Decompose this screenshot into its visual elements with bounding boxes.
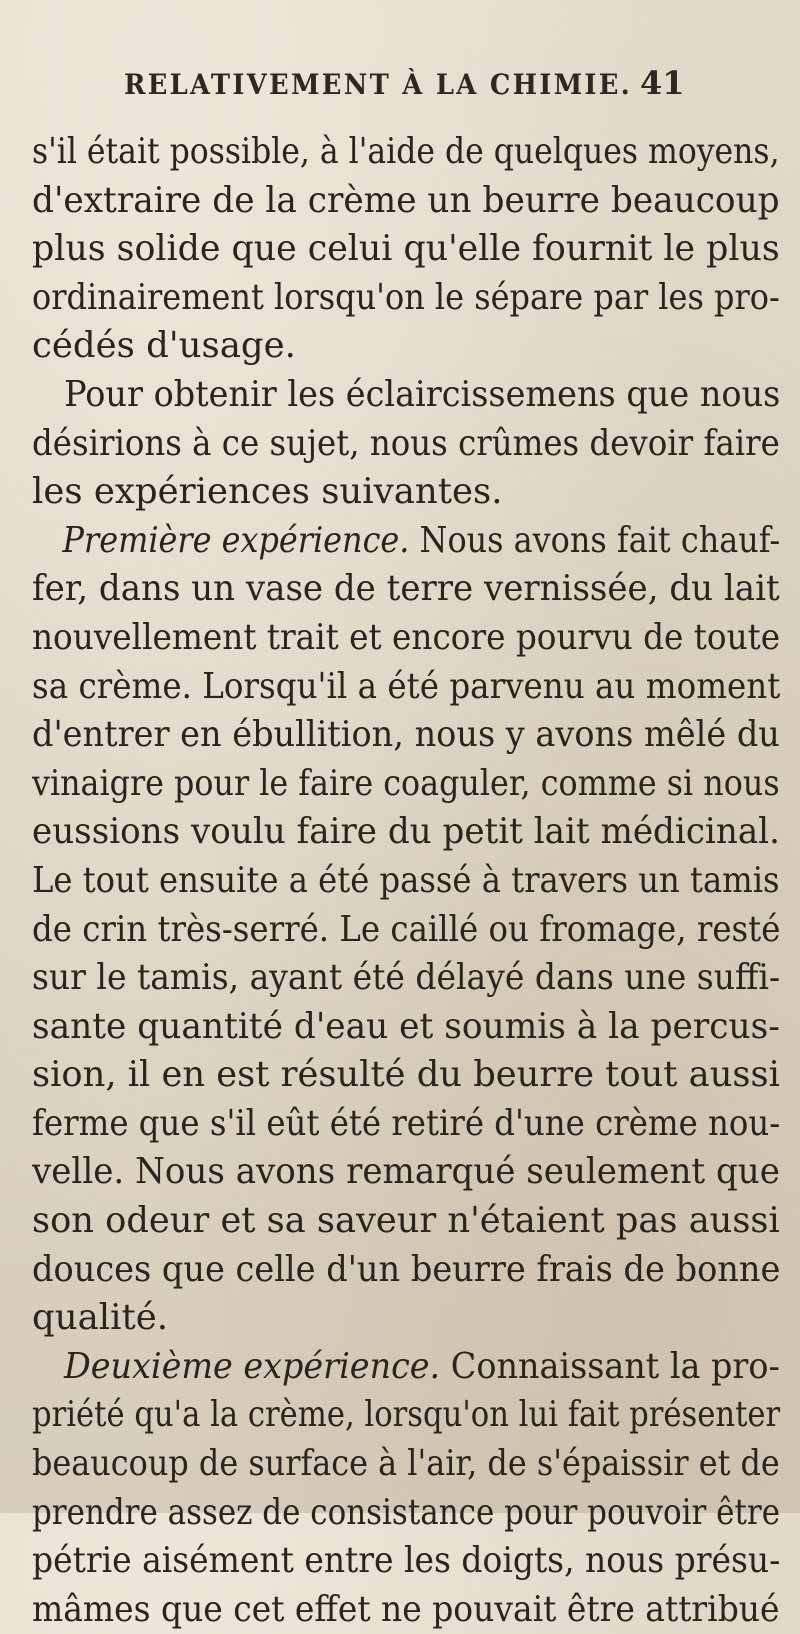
text-line — [32, 517, 800, 566]
text-line — [32, 565, 792, 614]
text-line-content: nouvellement trait et encore pourvu de toute — [32, 616, 781, 658]
text-line-content: désirions à ce sujet, nous crûmes devoir faire — [32, 422, 780, 464]
text-line-content: douces que celle d'un beurre frais de bonne — [32, 1248, 781, 1290]
text-line — [32, 371, 800, 420]
text-line — [32, 322, 792, 371]
running-title: RELATIVEMENT À LA CHIMIE. — [124, 68, 632, 101]
text-line-content: velle. Nous avons remarqué seulement que — [32, 1151, 780, 1193]
text-line-content: d'entrer en ébullition, nous y avons mêlé du — [32, 714, 780, 756]
text-line-content: d'extraire de la crème un beurre beaucoup — [32, 179, 780, 221]
text-line-content: Connaissant la pro- — [440, 1345, 780, 1387]
text-line — [32, 857, 792, 906]
text-line — [32, 468, 792, 517]
text-line — [32, 614, 792, 663]
text-line-content: les expériences suivantes. — [32, 471, 503, 513]
text-line-content: eussions voulu faire du petit lait médicinal. — [32, 811, 780, 853]
text-line-content: ferme que s'il eût été retiré d'une crème nou- — [32, 1102, 781, 1144]
text-line-content: pétrie aisément entre les doigts, nous présu- — [32, 1540, 781, 1582]
text-line — [32, 808, 792, 857]
text-line-content: son odeur et sa saveur n'étaient pas aussi — [32, 1200, 780, 1242]
text-line-content: prendre assez de consistance pour pouvoir être — [32, 1491, 781, 1533]
text-line-content: ordinairement lorsqu'on le sépare par les pro- — [32, 276, 780, 318]
text-line — [32, 760, 792, 809]
text-line — [32, 177, 792, 226]
text-line — [32, 663, 792, 712]
body-text — [32, 128, 792, 1634]
text-line — [32, 1294, 792, 1343]
experiment-heading: Deuxième expérience. — [63, 1345, 441, 1387]
text-line-content: Le tout ensuite a été passé à travers un tamis — [32, 859, 780, 901]
text-line — [32, 420, 792, 469]
text-line-content: sion, il en est résulté du beurre tout aussi — [32, 1054, 780, 1096]
text-line-content: priété qu'a la crème, lorsqu'on lui fait présenter — [32, 1394, 781, 1436]
text-line — [32, 954, 792, 1003]
text-line — [32, 1197, 792, 1246]
text-line-content: s'il était possible, à l'aide de quelques moyens, — [32, 131, 780, 172]
text-line — [32, 1537, 792, 1586]
text-line — [32, 1391, 792, 1440]
text-line-content: beaucoup de surface à l'air, de s'épaissir et de — [32, 1443, 780, 1485]
page-header — [0, 64, 800, 116]
text-line-content: qualité. — [32, 1297, 169, 1339]
text-line-content: Nous avons fait chauf- — [409, 519, 781, 561]
text-line — [32, 128, 792, 177]
text-line — [32, 225, 792, 274]
text-line-content: sante quantité d'eau et soumis à la percus- — [32, 1005, 780, 1047]
text-line — [32, 1343, 800, 1392]
page-number: 41 — [640, 64, 685, 102]
text-line — [32, 1246, 792, 1295]
text-line-content: cédés d'usage. — [32, 325, 296, 367]
text-line — [32, 906, 792, 955]
text-line-content: vinaigre pour le faire coaguler, comme si nous — [32, 762, 780, 804]
text-line — [32, 1100, 792, 1149]
experiment-heading: Première expérience. — [62, 519, 410, 561]
text-line — [32, 1148, 792, 1197]
text-line — [32, 1051, 792, 1100]
text-line-content: plus solide que celui qu'elle fournit le plus — [32, 228, 780, 270]
text-line-content: de crin très-serré. Le caillé ou fromage, resté — [32, 908, 781, 950]
text-line — [32, 1586, 792, 1634]
text-line — [32, 1003, 792, 1052]
text-line-content: sur le tamis, ayant été délayé dans une suffi- — [32, 957, 781, 999]
text-line-content: Pour obtenir les éclaircissemens que nous — [64, 373, 781, 415]
text-line — [32, 711, 792, 760]
text-line-content: mâmes que cet effet ne pouvait être attribué — [32, 1588, 780, 1630]
text-line-content: fer, dans un vase de terre vernissée, du lait — [32, 568, 780, 610]
text-line-content: sa crème. Lorsqu'il a été parvenu au moment — [32, 665, 781, 707]
text-line — [32, 274, 792, 323]
text-line — [32, 1440, 792, 1489]
